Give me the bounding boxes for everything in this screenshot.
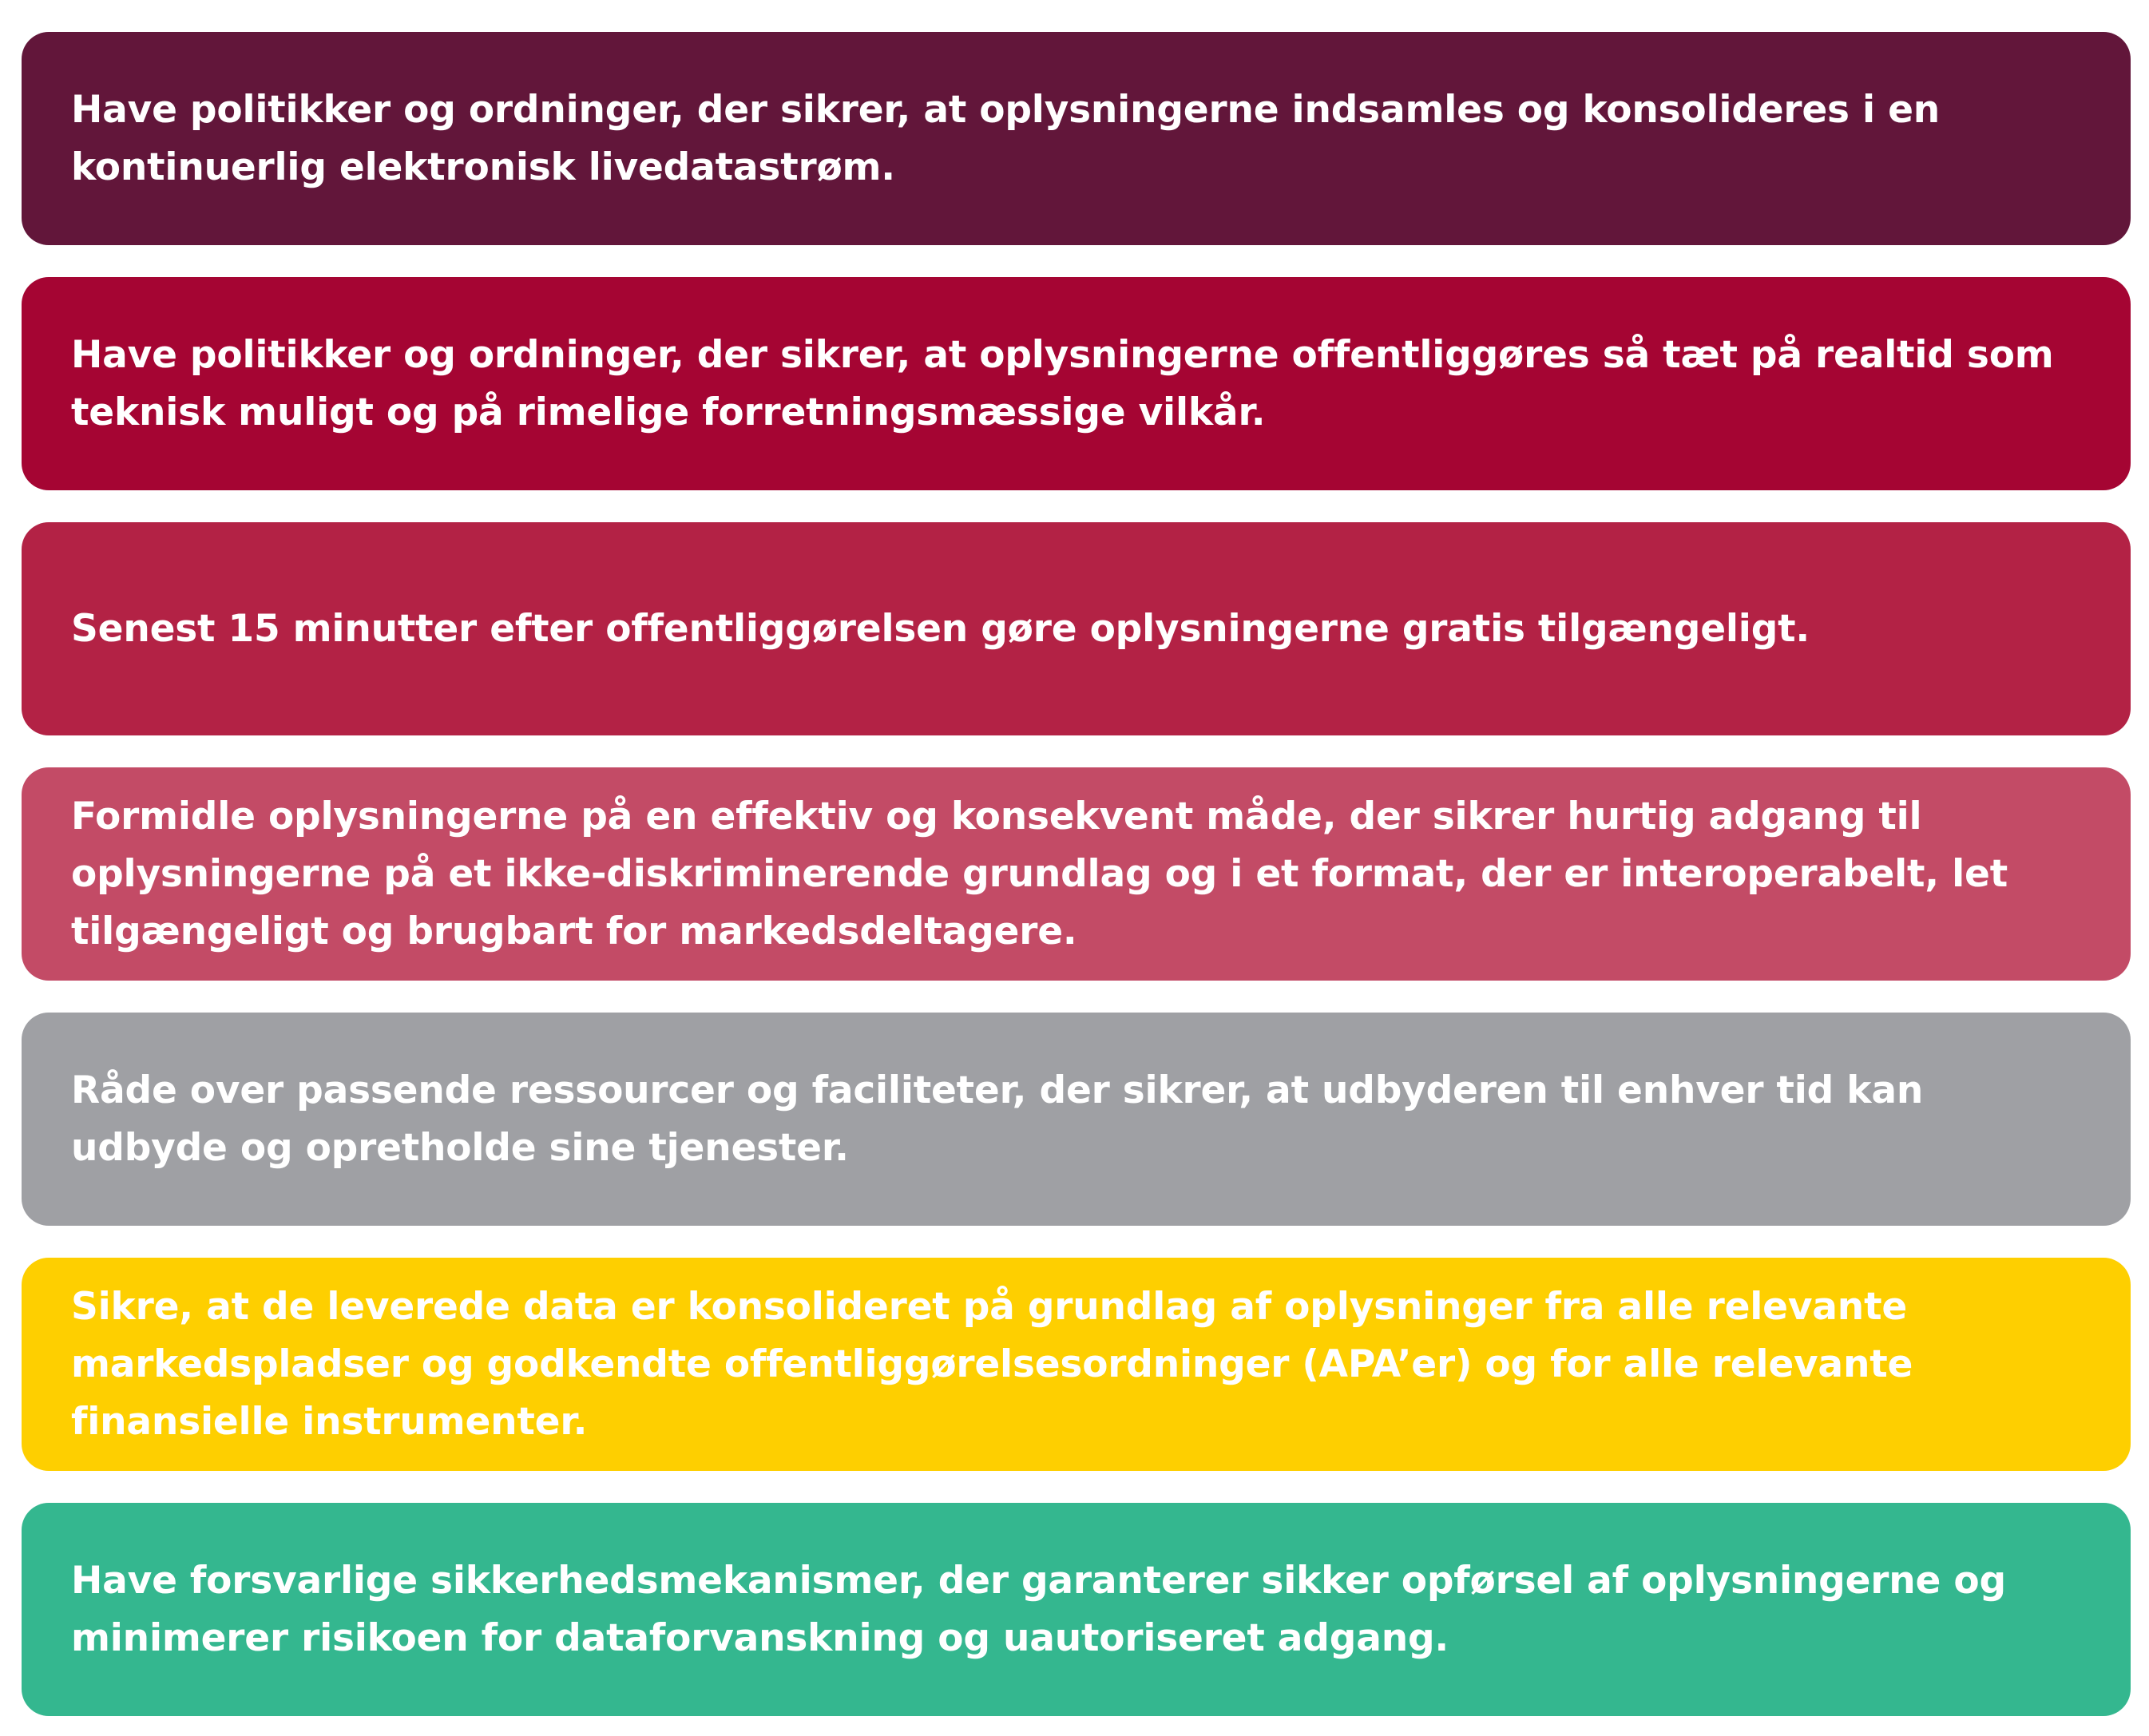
requirement-box-2 <box>22 277 2131 490</box>
requirement-text-3: Senest 15 minutter efter offentliggørelsen gøre oplysningerne gratis tilgængeligt. <box>71 606 1810 651</box>
requirement-box-3 <box>22 522 2131 735</box>
requirement-box-6 <box>22 1258 2131 1471</box>
requirement-box-4 <box>22 767 2131 981</box>
requirement-box-5 <box>22 1013 2131 1226</box>
requirement-text-7: Have forsvarlige sikkerhedsmekanismer, der garanterer sikker opførsel af oplysningerne og minimerer risikoen for dataforvanskning og uautoriseret adgang. <box>71 1558 2006 1660</box>
requirement-box-7 <box>22 1503 2131 1716</box>
requirements-list <box>22 32 2131 1716</box>
requirement-box-1 <box>22 32 2131 245</box>
requirement-text-4: Formidle oplysningerne på en effektiv og konsekvent måde, der sikrer hurtig adgang til oplysningerne på et ikke-diskriminerende grundlag og i et format, der er interoperabelt, let tilgængeligt og brugbart for markedsdeltagere. <box>71 794 2008 953</box>
requirement-text-5: Råde over passende ressourcer og faciliteter, der sikrer, at udbyderen til enhver tid kan udbyde og opretholde sine tjenester. <box>71 1068 1924 1170</box>
requirement-text-6: Sikre, at de leverede data er konsolideret på grundlag af oplysninger fra alle relevante markedspladser og godkendte offentliggørelsesordninger (APA’er) og for alle relevante finansielle instrumenter. <box>71 1284 1913 1444</box>
requirement-text-2: Have politikker og ordninger, der sikrer, at oplysningerne offentliggøres så tæt på realtid som teknisk muligt og på rimelige forretningsmæssige vilkår. <box>71 332 2054 434</box>
requirement-text-1: Have politikker og ordninger, der sikrer, at oplysningerne indsamles og konsolideres i en kontinuerlig elektronisk livedatastrøm. <box>71 87 1941 189</box>
